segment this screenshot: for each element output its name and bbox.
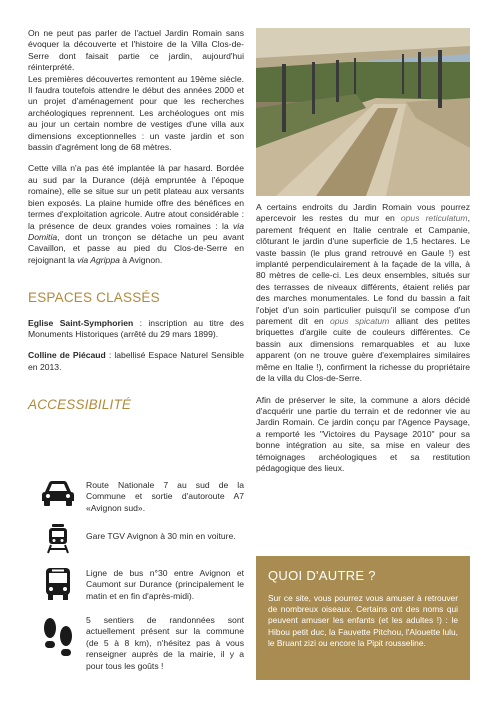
opus-reticulatum: opus reticulatum (400, 213, 468, 224)
car-icon (38, 480, 78, 506)
accessibilite-title: ACCESSIBILITÉ (28, 397, 132, 413)
text-run: A certains endroits du Jardin Romain vous pourrez apercevoir les restes du mur en (256, 202, 470, 224)
text-run: à Avignon. (119, 254, 163, 265)
access-car-text: Route Nationale 7 au sud de la Commune et sortie d'autoroute A7 «Avignon sud». (86, 480, 244, 513)
espace-text: : inscription au titre des Monuments Historiques (arrêté du 29 mars 1899). (28, 317, 244, 339)
access-bus-text: Ligne de bus n°30 entre Avignon et Caumont sur Durance (principalement le matin et en fin d'après-midi). (86, 568, 244, 601)
text-run: alliant des petites briquettes d'argile cuite de couleurs différentes. Ce bassin aux dimensions remarquables et au luxe apparent (on ne trouve guère d'exemplaires similaires même en Italie !), confirment la richesse du propriétaire de la villa du Clos-de-Serre. (256, 316, 470, 384)
quoi-dautre-box (256, 556, 470, 680)
espaces-classes-title: ESPACES CLASSÉS (28, 290, 160, 306)
via-agrippa: via Agrippa (77, 254, 120, 265)
train-icon (38, 524, 78, 554)
espace-text: : labellisé Espace Naturel Sensible en 2013. (28, 350, 244, 372)
text-run: , dont un tronçon se détache un peu avant Cavaillon, et passe au pied du Clos-de-Serre en rejoignant la (28, 231, 244, 265)
right-column (256, 202, 470, 474)
text-run: Cette villa n'a pas été implantée là par hasard. Bordée au sud par la Durance (déjà empruntée à l'époque romaine), elle se situe sur un petit plateau aux versants bien exposés. La plaine humide offre des bénéfices en termes d'exploitation agricole. Autre atout considérable : la présence de deux grandes voies romaines : la (28, 163, 244, 231)
intro-paragraph-3 (28, 163, 244, 266)
opus-spicatum: opus spicatum (329, 316, 390, 327)
right-paragraph-2: Afin de préserver le site, la commune a alors décidé d'acquérir une partie du terrain et de redonner vie au Jardin Romain. Ce jardin conçu par l'Agence Paysage, a remporté les "Victoires du Paysage 2010" pour sa bonne intégration au site, sa mise en valeur des témoignages archéologiques et sa restitution pédagogique des lieux. (256, 394, 470, 473)
intro-paragraph-2: Les premières découvertes remontent au 19ème siècle. Il faudra toutefois attendre le début des années 2000 et un projet d'aménagement pour que les recherches archéologiques reprennent. Les archéologues ont mis au jour un certain nombre de vestiges d'une villa aux dimensions exceptionnelles : un vaste jardin et son bassin d'agrément long de 68 mètres. (28, 73, 244, 153)
espace-item-eglise (28, 318, 244, 341)
footprints-icon (38, 617, 78, 659)
bus-icon (38, 568, 78, 600)
left-column (28, 28, 244, 425)
via-domitia: via Domitia (28, 220, 244, 242)
espace-label: Colline de Piécaud (28, 350, 106, 361)
box-title: QUOI D'AUTRE ? (268, 568, 376, 583)
espace-item-colline (28, 350, 244, 373)
access-train-text: Gare TGV Avignon à 30 min en voiture. (86, 531, 236, 541)
access-walk-text: 5 sentiers de randonnées sont actuellement présent sur la commune (de 5 à 8 km), n'hésitez pas à vous renseigner auprès de la mairie, il y a pour tous les goûts ! (86, 615, 244, 671)
intro-paragraph-1: On ne peut pas parler de l'actuel Jardin Romain sans évoquer la découverte et l'histoire de la Villa Clos-de-Serre dont faisait partie ce jardin, aujourd'hui réinterprété. (28, 28, 244, 73)
right-paragraph-1 (256, 202, 470, 385)
espace-label: Eglise Saint-Symphorien (28, 317, 134, 328)
box-text: Sur ce site, vous pourrez vous amuser à retrouver de nombreux oiseaux. Certains ont des noms qui peuvent amuser les enfants (et les adultes !) : le Hibou petit duc, la Fauvette Pitchou, l'Alouette lulu, le Bruant zizi ou encore la Pipit rousseline. (268, 593, 458, 648)
roman-garden-photo (256, 28, 470, 196)
text-run: , parement fréquent en Italie centrale et Campanie, clôturant le jardin d'une superficie de 1,5 hectares. Le vaste bassin (le plus grand retrouvé en Gaule !) est implanté perpendiculairement à la façade de la villa, à 80 mètres de celle-ci. Les deux ensembles, situés sur des terrasses de niveaux différents, étaient reliés par des marches monumentales. Le fond du bassin a fait l'objet d'un soin particulier puisqu'il se compose d'un parement dit en (256, 213, 470, 327)
